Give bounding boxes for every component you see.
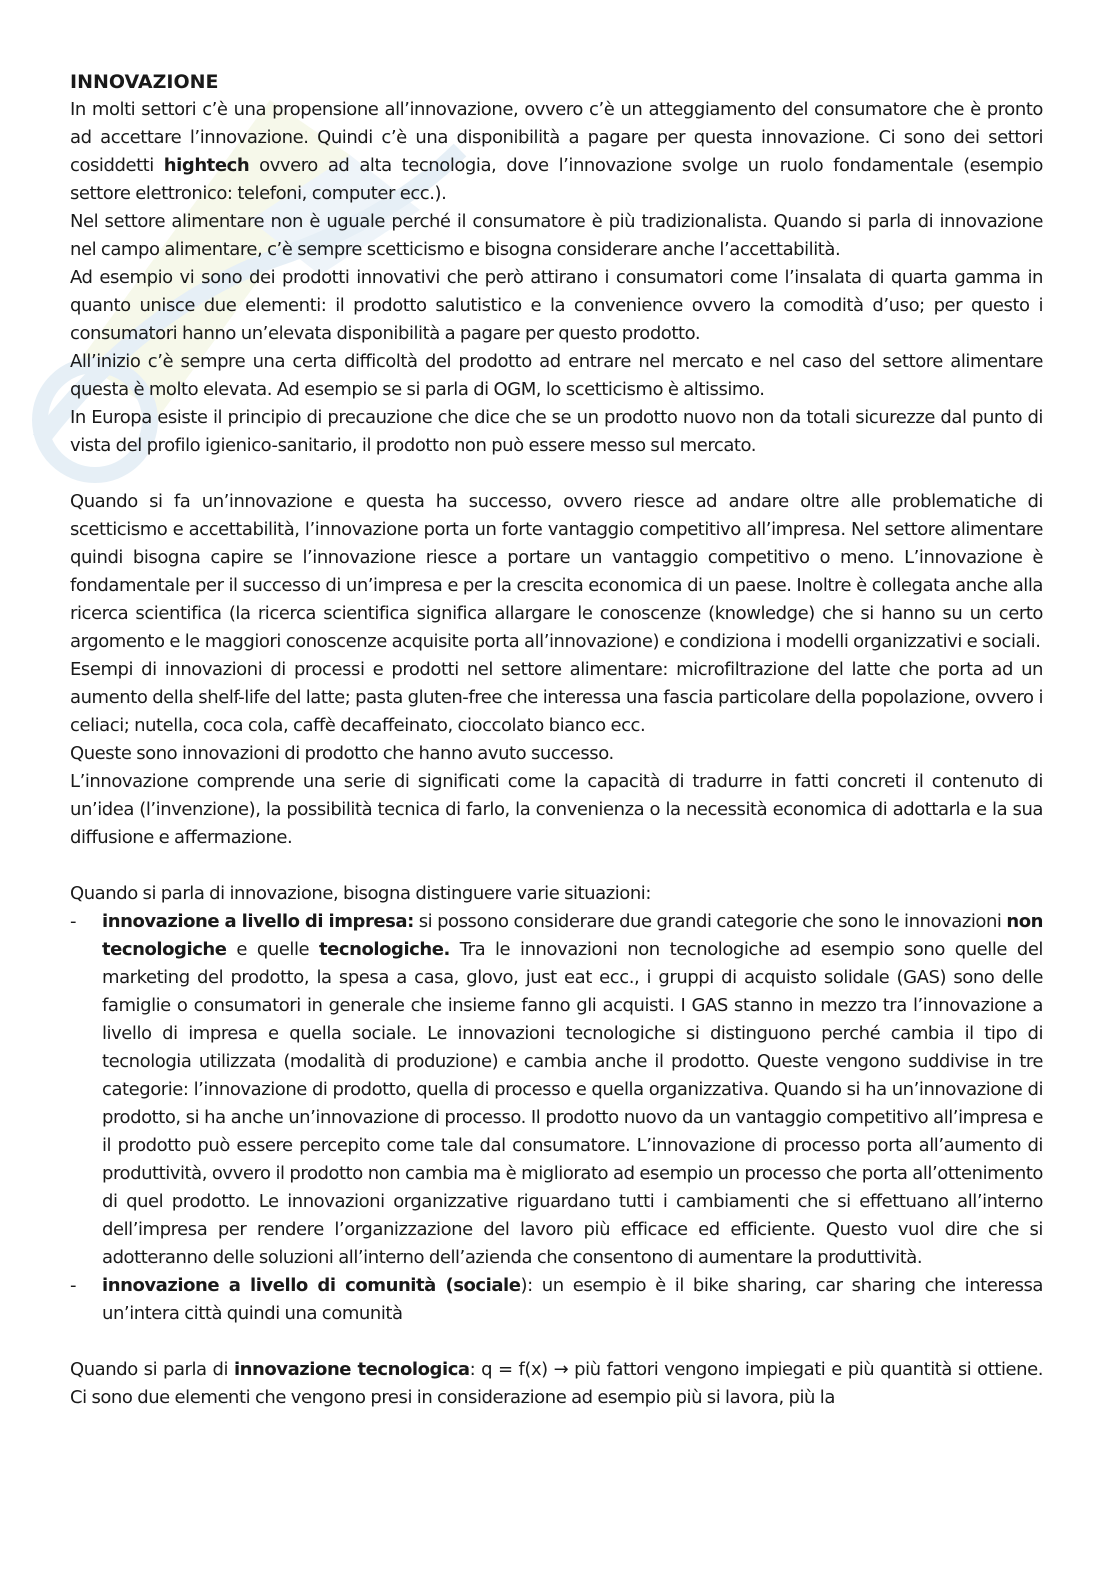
section-situations-intro: Quando si parla di innovazione, bisogna distinguere varie situazioni: bbox=[70, 883, 651, 904]
text-run: e quelle bbox=[226, 939, 319, 960]
text-run: All’inizio c’è sempre una certa difficoltà del prodotto ad entrare nel mercato e nel caso del settore alimentare questa è molto elevata. Ad esempio se si parla di OGM, lo scetticismo è altissimo. bbox=[70, 351, 1043, 400]
text-run: si possono considerare due grandi categorie che sono le innovazioni bbox=[413, 911, 1007, 932]
paragraph bbox=[70, 1356, 1043, 1412]
bold-term: innovazione a livello di comunità (sociale bbox=[102, 1275, 521, 1296]
text-run: Quando si fa un’innovazione e questa ha successo, ovvero riesce ad andare oltre alle problematiche di scetticismo e accettabilità, l’innovazione porta un forte vantaggio competitivo all’impresa. Nel settore alimentare quindi bisogna capire se l’innovazione riesce a portare un vantaggio competitivo o meno. L’innovazione è fondamentale per il successo di un’impresa e per la crescita economica di un paese. Inoltre è collegata anche alla ricerca scientifica (la ricerca scientifica significa allargare le conoscenze (knowledge) che si hanno su un certo argomento e le maggiori conoscenze acquisite porta all’innovazione) e condiziona i modelli organizzativi e sociali. bbox=[70, 491, 1043, 652]
text-run: In Europa esiste il principio di precauzione che dice che se un prodotto nuovo non da totali sicurezze dal punto di vista del profilo igienico-sanitario, il prodotto non può essere messo sul mercato. bbox=[70, 407, 1043, 456]
paragraph bbox=[70, 740, 1043, 768]
text-run: ovvero ad alta tecnologia, dove l’innovazione svolge un ruolo fondamentale (esempio settore elettronico: telefoni, computer ecc.). bbox=[70, 155, 1043, 204]
list-item bbox=[70, 908, 1043, 1272]
section-success bbox=[70, 488, 1043, 852]
bold-term: innovazione tecnologica bbox=[233, 1359, 470, 1380]
bold-term: innovazione a livello di impresa: bbox=[102, 911, 414, 932]
section-intro bbox=[70, 96, 1043, 460]
list-dash-marker: - bbox=[70, 1275, 77, 1296]
paragraph-gap bbox=[70, 852, 1043, 880]
text-run: ): un esempio è il bike sharing, car sharing che interessa un’intera città quindi una comunità bbox=[102, 1275, 1043, 1324]
paragraph bbox=[70, 96, 1043, 208]
list-item bbox=[70, 1272, 1043, 1328]
paragraph bbox=[70, 768, 1043, 852]
document-title: INNOVAZIONE bbox=[70, 71, 219, 93]
bold-term: non tecnologiche bbox=[102, 911, 1043, 960]
text-run: Quando si parla di bbox=[70, 1359, 234, 1380]
bold-term: hightech bbox=[163, 155, 250, 176]
paragraph bbox=[70, 348, 1043, 404]
text-run: In molti settori c’è una propensione all’innovazione, ovvero c’è un atteggiamento del consumatore che è pronto ad accettare l’innovazione. Quindi c’è una disponibilità a pagare per questa innovazione. Ci sono dei settori cosiddetti bbox=[70, 99, 1043, 176]
paragraph bbox=[70, 404, 1043, 460]
situations-list bbox=[70, 908, 1043, 1328]
document-page bbox=[70, 68, 1043, 1412]
section-technological bbox=[70, 1356, 1043, 1412]
text-run: Tra le innovazioni non tecnologiche ad esempio sono quelle del marketing del prodotto, la spesa a casa, glovo, just eat ecc., i gruppi di acquisto solidale (GAS) sono delle famiglie o consumatori in generale che insieme fanno gli acquisti. I GAS stanno in mezzo tra l’innovazione a livello di impresa e quella sociale. Le innovazioni tecnologiche si distinguono perché cambia il tipo di tecnologia utilizzata (modalità di produzione) e cambia anche il prodotto. Queste vengono suddivise in tre categorie: l’innovazione di prodotto, quella di processo e quella organizzativa. Quando si ha un’innovazione di prodotto, si ha anche un’innovazione di processo. Il prodotto nuovo da un vantaggio competitivo all’impresa e il prodotto può essere percepito come tale dal consumatore. L’innovazione di processo porta all’aumento di produttività, ovvero il prodotto non cambia ma è migliorato ad esempio un processo che porta all’ottenimento di quel prodotto. Le innovazioni organizzative riguardano tutti i cambiamenti che si effettuano all’interno dell’impresa per rendere l’organizzazione del lavoro più efficace ed efficiente. Questo vuol dire che si adotteranno delle soluzioni all’interno dell’azienda che consentono di aumentare la produttività. bbox=[102, 939, 1043, 1268]
text-run: Ad esempio vi sono dei prodotti innovativi che però attirano i consumatori come l’insalata di quarta gamma in quanto unisce due elementi: il prodotto salutistico e la convenience ovvero la comodità d’uso; per questo i consumatori hanno un’elevata disponibilità a pagare per questo prodotto. bbox=[70, 267, 1043, 344]
text-run: Nel settore alimentare non è uguale perché il consumatore è più tradizionalista. Quando si parla di innovazione nel campo alimentare, c’è sempre scetticismo e bisogna considerare anche l’accettabilità. bbox=[70, 211, 1043, 260]
list-dash-marker: - bbox=[70, 911, 77, 932]
text-run: Esempi di innovazioni di processi e prodotti nel settore alimentare: microfiltrazione del latte che porta ad un aumento della shelf-life del latte; pasta gluten-free che interessa una fascia particolare della popolazione, ovvero i celiaci; nutella, coca cola, caffè decaffeinato, cioccolato bianco ecc. bbox=[70, 659, 1043, 736]
paragraph-gap bbox=[70, 1328, 1043, 1356]
paragraph bbox=[70, 656, 1043, 740]
paragraph bbox=[70, 264, 1043, 348]
paragraph-gap bbox=[70, 460, 1043, 488]
text-run: : q = f(x) → più fattori vengono impiegati e più quantità si ottiene. Ci sono due elementi che vengono presi in considerazione ad esempio più si lavora, più la bbox=[70, 1359, 1043, 1408]
paragraph bbox=[70, 208, 1043, 264]
bold-term: tecnologiche. bbox=[318, 939, 450, 960]
text-run: Queste sono innovazioni di prodotto che hanno avuto successo. bbox=[70, 743, 614, 764]
text-run: L’innovazione comprende una serie di significati come la capacità di tradurre in fatti concreti il contenuto di un’idea (l’invenzione), la possibilità tecnica di farlo, la convenienza o la necessità economica di adottarla e la sua diffusione e affermazione. bbox=[70, 771, 1043, 848]
paragraph bbox=[70, 488, 1043, 656]
